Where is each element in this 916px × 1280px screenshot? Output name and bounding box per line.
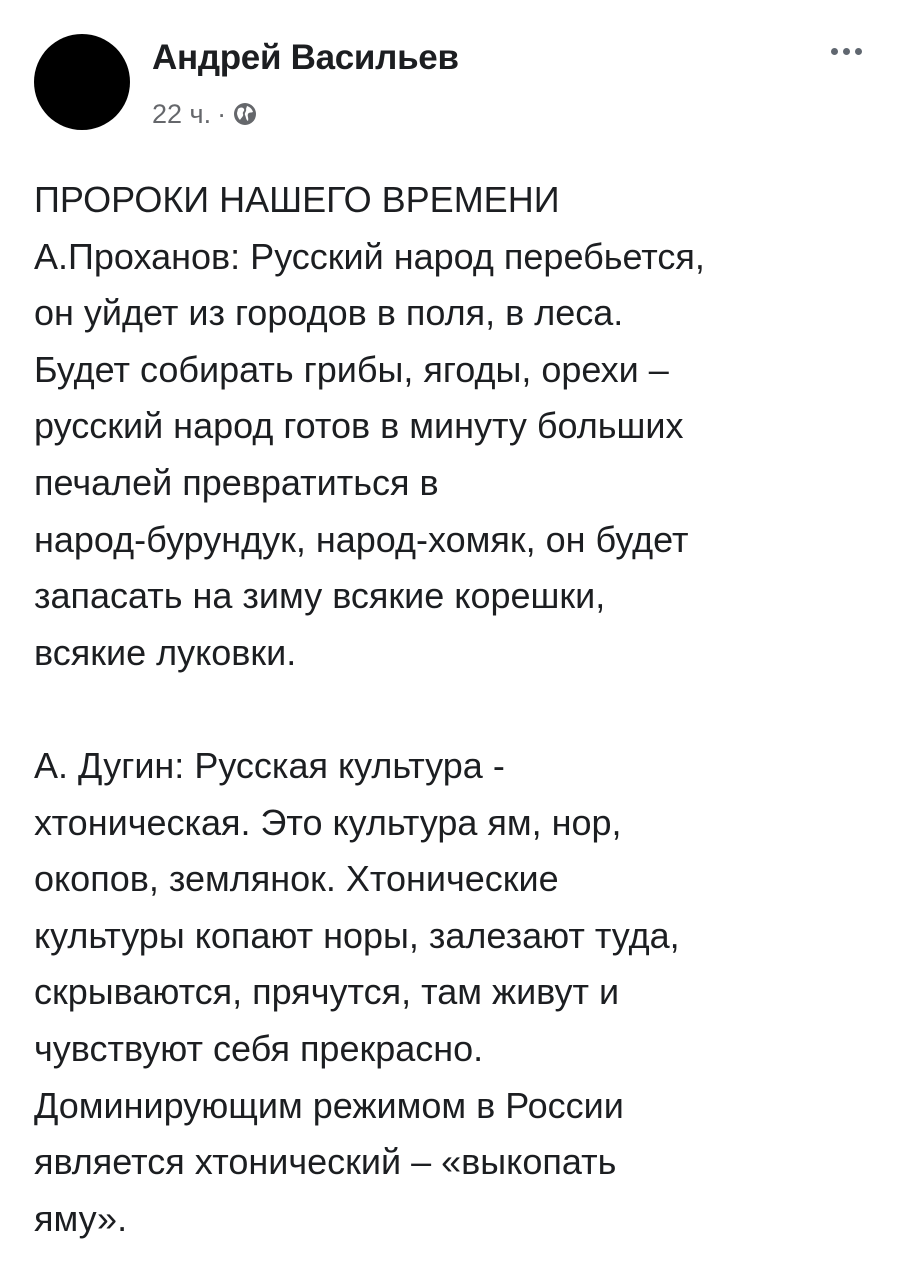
post-text — [34, 172, 894, 1247]
post-line: Доминирующим режимом в России — [34, 1084, 624, 1126]
post-timestamp[interactable]: 22 ч. — [152, 98, 212, 129]
post-line: всякие луковки. — [34, 631, 297, 673]
post-line: народ-бурундук, народ-хомяк, он будет — [34, 518, 689, 560]
paragraph-gap — [34, 681, 894, 738]
post-meta — [152, 96, 258, 132]
author-name[interactable]: Андрей Васильев — [152, 38, 459, 77]
post-line: он уйдет из городов в поля, в леса. — [34, 292, 624, 334]
post-line: А.Проханов: Русский народ перебьется, — [34, 235, 705, 277]
post-line: А. Дугин: Русская культура - — [34, 744, 505, 786]
post-line: хтоническая. Это культура ям, нор, — [34, 801, 622, 843]
post-line: яму». — [34, 1197, 128, 1239]
more-dot — [855, 48, 862, 55]
post-line: запасать на зиму всякие корешки, — [34, 575, 606, 617]
avatar[interactable] — [34, 34, 130, 130]
post-line: Будет собирать грибы, ягоды, орехи – — [34, 348, 669, 390]
post-line: русский народ готов в минуту больших — [34, 405, 684, 447]
more-dot — [831, 48, 838, 55]
post-line: является хтонический – «выкопать — [34, 1141, 617, 1183]
post-line: скрываются, прячутся, там живут и — [34, 971, 620, 1013]
post-line: ПРОРОКИ НАШЕГО ВРЕМЕНИ — [34, 179, 560, 220]
post-line: окопов, землянок. Хтонические — [34, 858, 559, 900]
post-line: печалей превратиться в — [34, 461, 439, 503]
meta-separator: · — [217, 98, 227, 129]
post-line: чувствуют себя прекрасно. — [34, 1027, 484, 1069]
globe-icon[interactable] — [232, 101, 258, 127]
more-options-icon[interactable] — [818, 34, 874, 68]
more-dot — [843, 48, 850, 55]
post-line: культуры копают норы, залезают туда, — [34, 914, 680, 956]
